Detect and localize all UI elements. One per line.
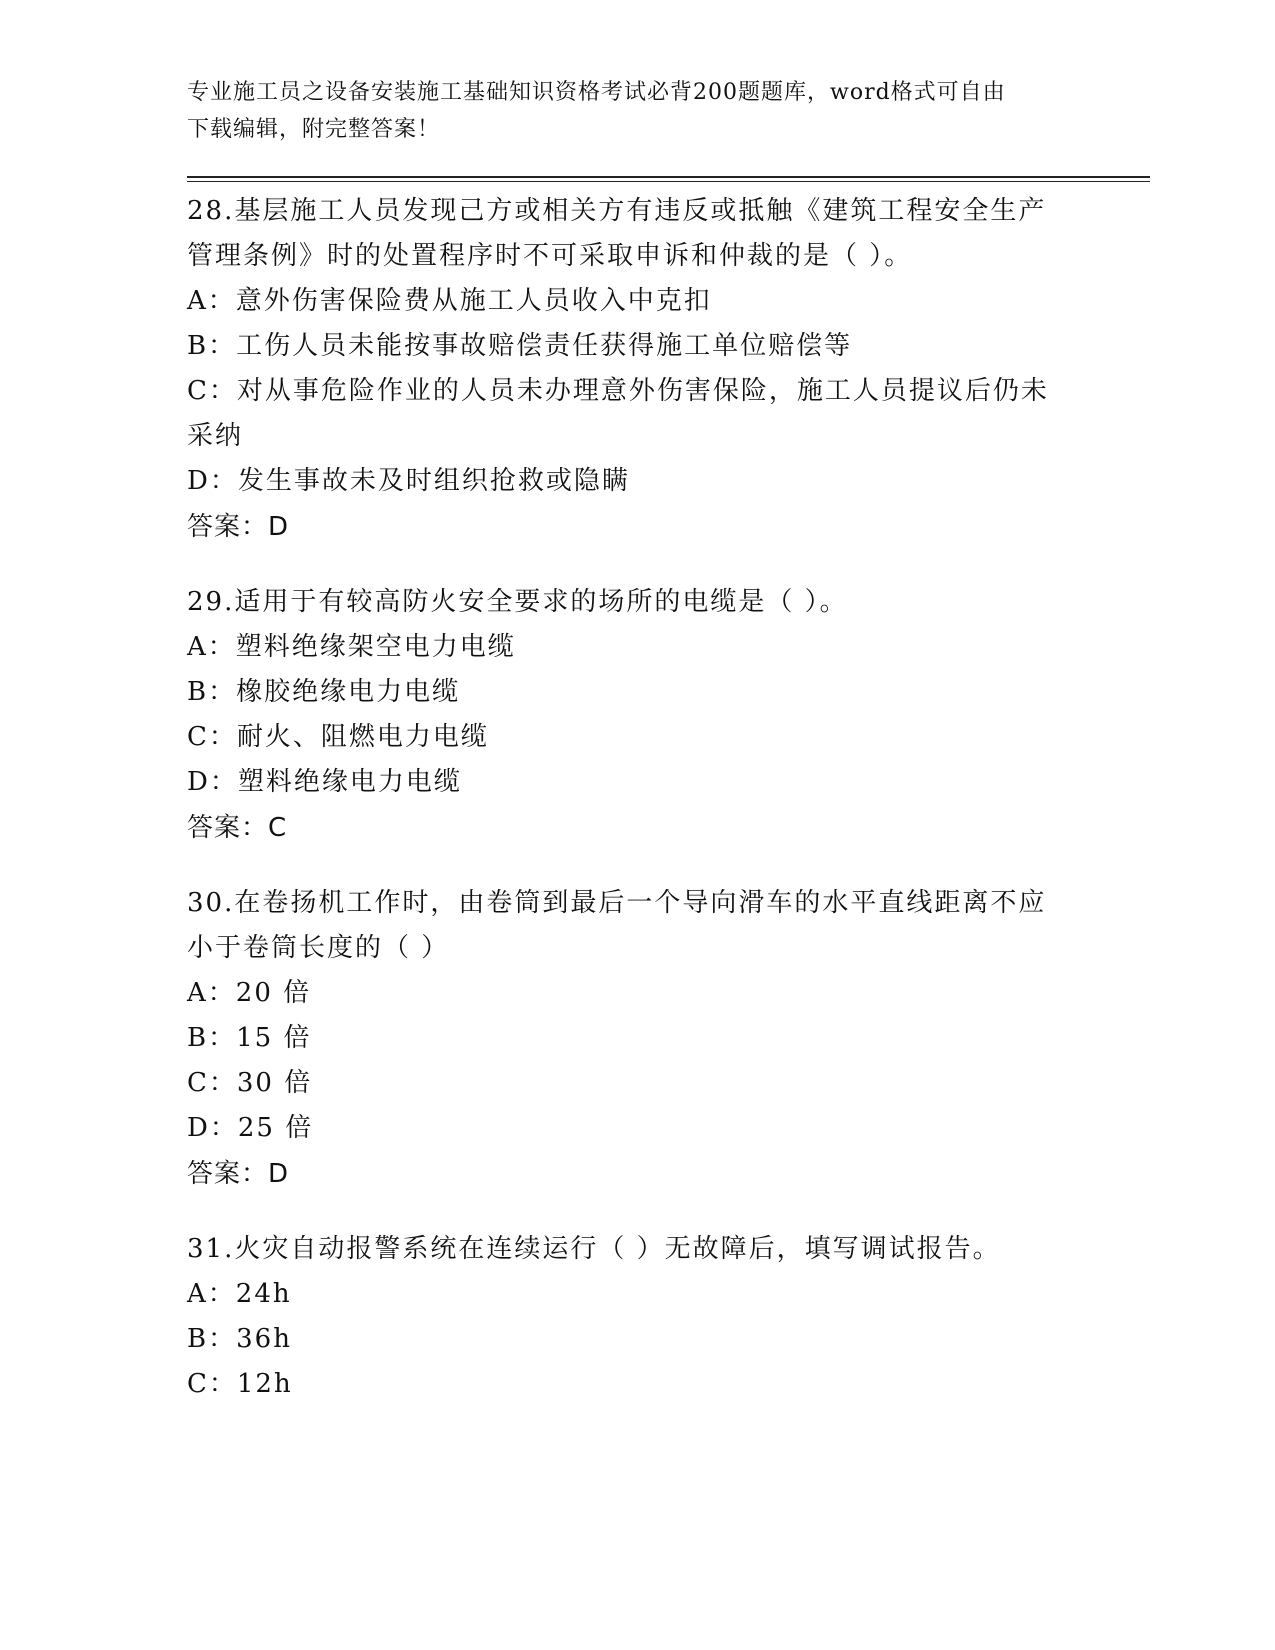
header-line-1: 专业施工员之设备安装施工基础知识资格考试必背200题题库，word格式可自由	[187, 80, 1006, 105]
answer-label: 答案：D	[187, 1159, 290, 1189]
question-31	[187, 1227, 1087, 1407]
question-29	[187, 580, 1087, 851]
option-c: C：12h	[187, 1369, 293, 1399]
option-c: C：耐火、阻燃电力电缆	[187, 722, 489, 752]
option-b: B：工伤人员未能按事故赔偿责任获得施工单位赔偿等	[187, 331, 853, 361]
option-b: B：36h	[187, 1324, 292, 1354]
option-b: B：橡胶绝缘电力电缆	[187, 677, 461, 707]
question-stem-line: 28.基层施工人员发现己方或相关方有违反或抵触《建筑工程安全生产	[187, 196, 1047, 226]
question-stem-line: 31.火灾自动报警系统在连续运行（ ）无故障后，填写调试报告。	[187, 1234, 1001, 1264]
option-a: A：塑料绝缘架空电力电缆	[187, 632, 516, 662]
header-line-2: 下载编辑，附完整答案！	[187, 117, 441, 142]
document-header	[187, 74, 1067, 148]
question-stem-line: 30.在卷扬机工作时，由卷筒到最后一个导向滑车的水平直线距离不应	[187, 888, 1047, 918]
question-28	[187, 189, 1087, 550]
question-30	[187, 881, 1087, 1197]
option-d: D：25 倍	[187, 1113, 314, 1143]
header-divider-thin	[187, 181, 1150, 182]
answer-label: 答案：D	[187, 512, 290, 542]
header-divider-thick	[187, 176, 1150, 178]
question-stem-line: 29.适用于有较高防火安全要求的场所的电缆是（ ）。	[187, 587, 848, 617]
option-c-continued: 采纳	[187, 421, 244, 451]
option-a: A：20 倍	[187, 978, 312, 1008]
question-stem-line: 小于卷筒长度的（ ）	[187, 933, 450, 963]
option-a: A：意外伤害保险费从施工人员收入中克扣	[187, 286, 712, 316]
option-c: C：30 倍	[187, 1068, 313, 1098]
question-stem-line: 管理条例》时的处置程序时不可采取申诉和仲裁的是（ ）。	[187, 241, 913, 271]
question-list	[187, 189, 1087, 1437]
option-c: C：对从事危险作业的人员未办理意外伤害保险，施工人员提议后仍未	[187, 376, 1049, 406]
answer-label: 答案：C	[187, 813, 288, 843]
option-d: D：塑料绝缘电力电缆	[187, 767, 462, 797]
option-a: A：24h	[187, 1279, 292, 1309]
option-b: B：15 倍	[187, 1023, 312, 1053]
option-d: D：发生事故未及时组织抢救或隐瞒	[187, 466, 630, 496]
